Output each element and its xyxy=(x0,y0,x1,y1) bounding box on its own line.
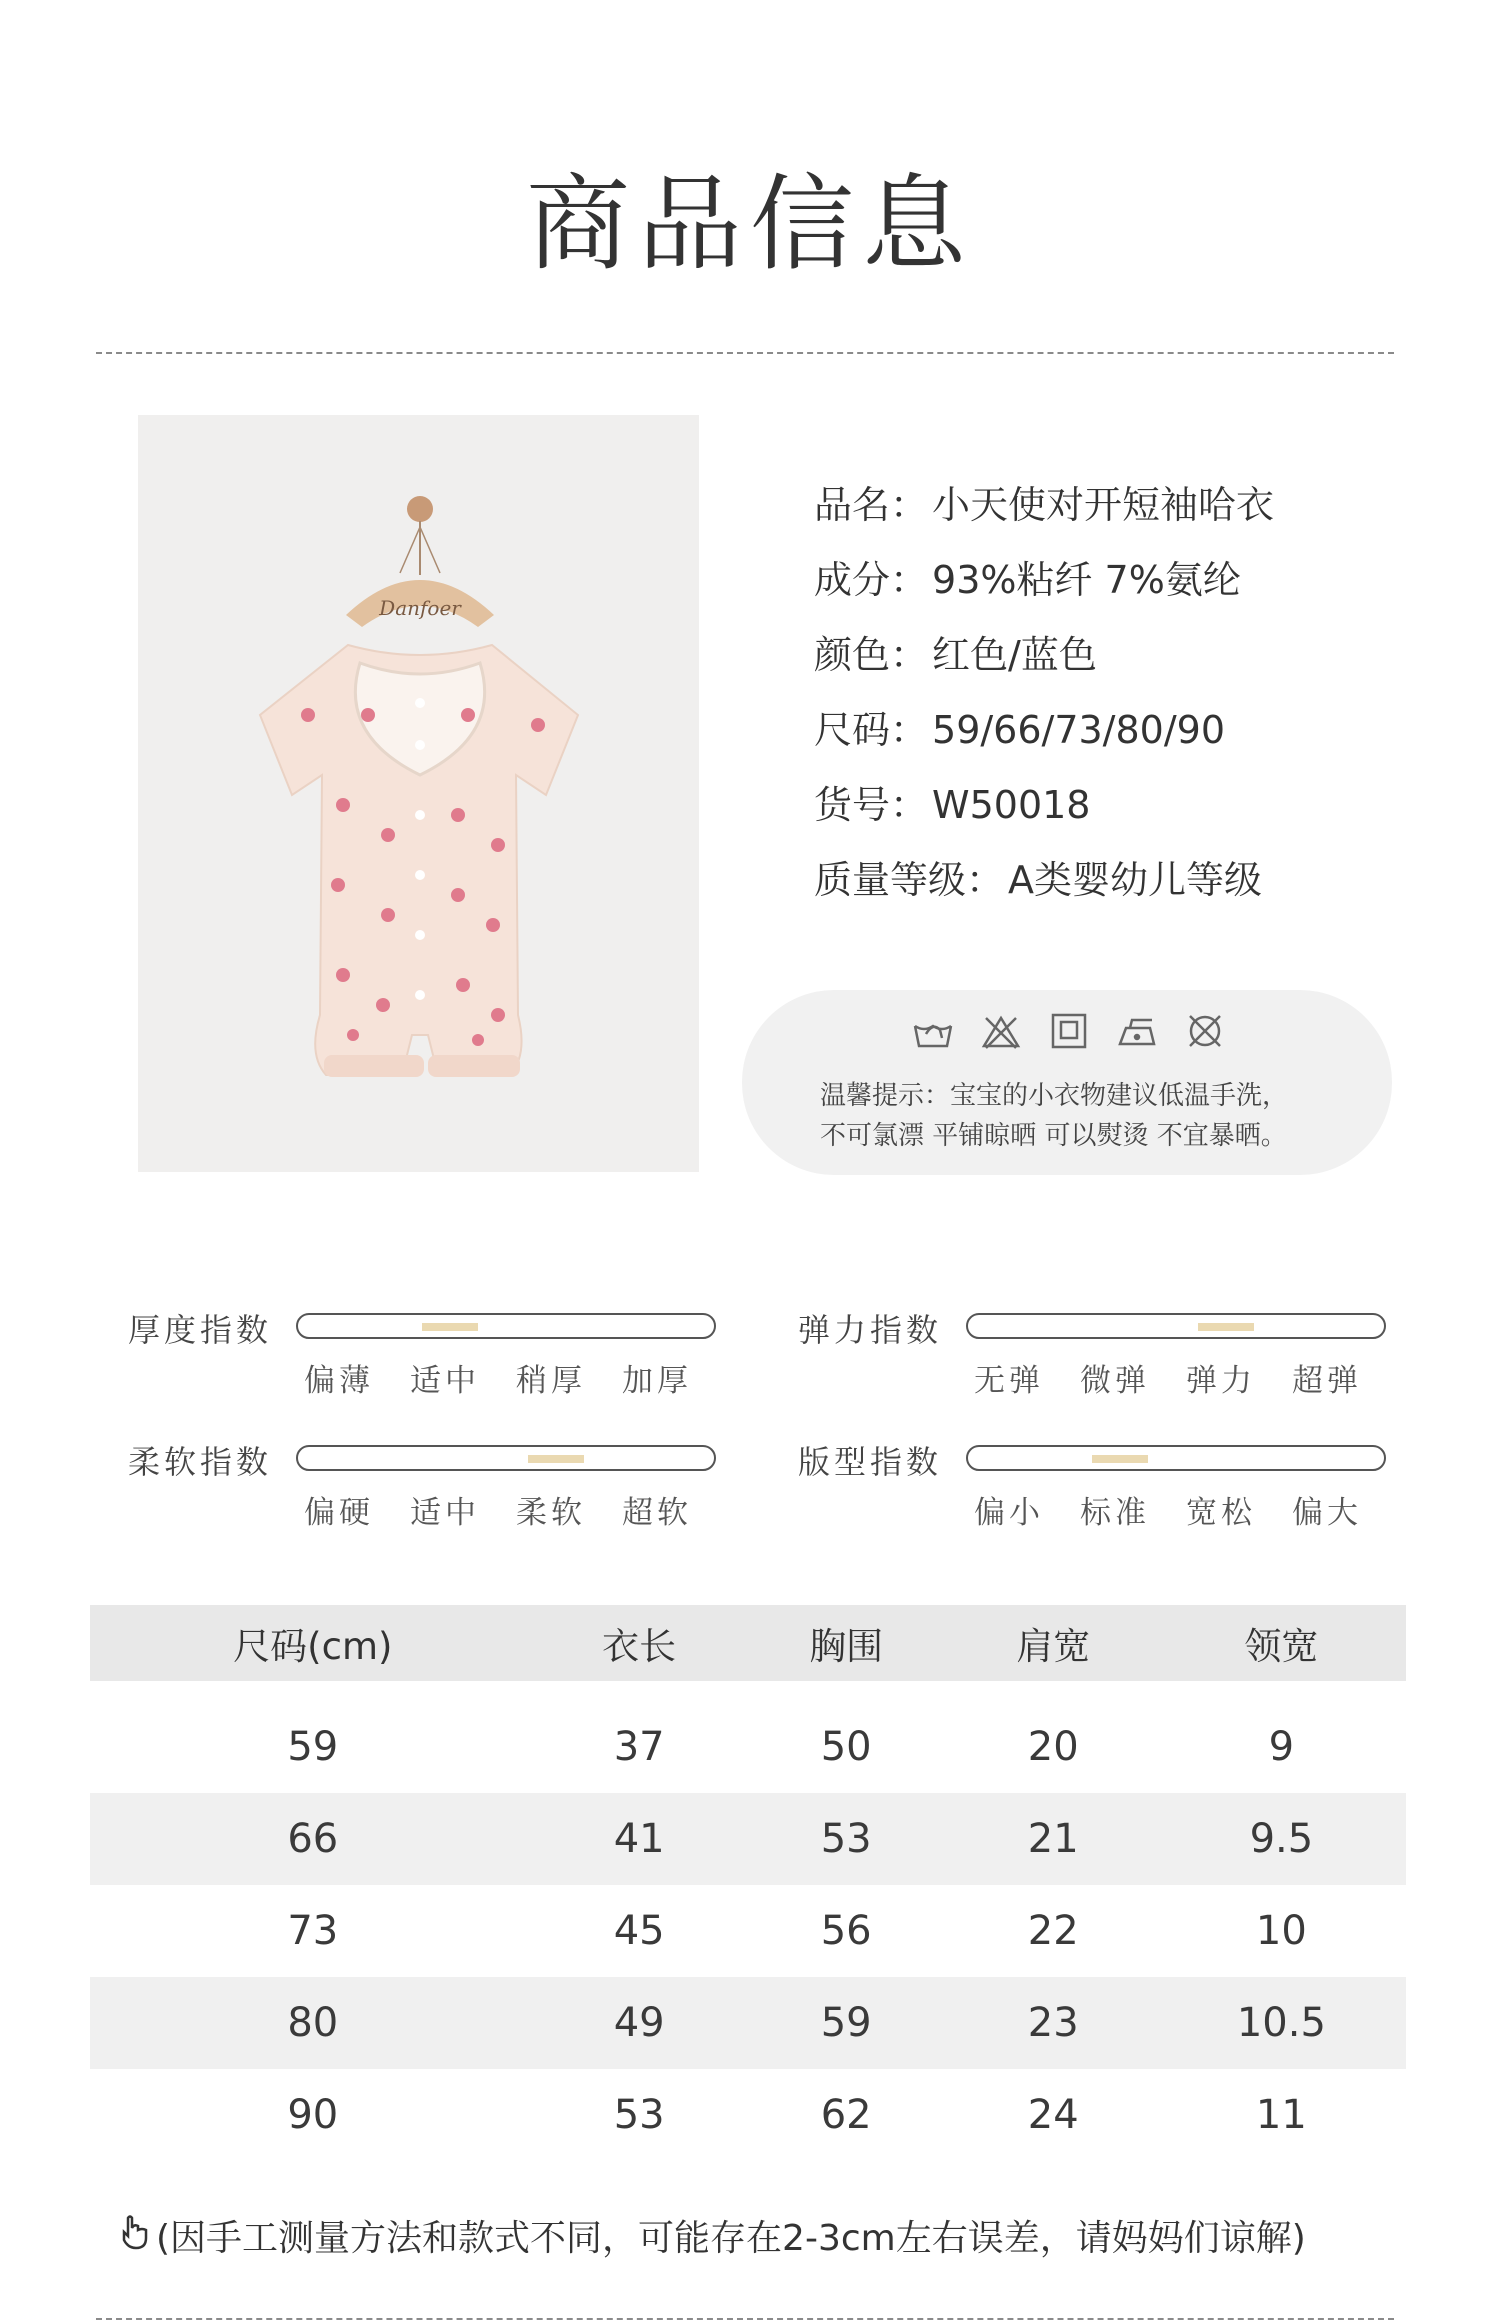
product-image xyxy=(138,415,699,1172)
table-row: 80 49 59 23 10.5 xyxy=(90,1977,1406,2069)
index-option: 偏硬 xyxy=(304,1495,374,1531)
bottom-divider xyxy=(96,2318,1394,2320)
column-header: 胸围 xyxy=(743,1605,950,1681)
pointing-hand-icon xyxy=(120,2214,150,2259)
index-track xyxy=(296,1313,716,1339)
index-option: 超弹 xyxy=(1292,1363,1362,1399)
index-indicator xyxy=(422,1323,478,1331)
index-option: 偏薄 xyxy=(304,1363,374,1399)
iron-icon xyxy=(1116,1010,1158,1052)
product-specs xyxy=(814,482,1274,932)
index-track xyxy=(296,1445,716,1471)
measurement-note xyxy=(120,2210,1306,2261)
index-track xyxy=(966,1445,1386,1471)
no-bleach-icon xyxy=(980,1010,1022,1052)
index-option: 超软 xyxy=(622,1495,692,1531)
table-row: 66 41 53 21 9.5 xyxy=(90,1793,1406,1885)
size-chart-header xyxy=(90,1605,1406,1681)
size-chart xyxy=(90,1605,1406,2161)
index-option: 无弹 xyxy=(974,1363,1044,1399)
table-row: 90 53 62 24 11 xyxy=(287,2092,1307,2138)
index-option: 标准 xyxy=(1080,1495,1150,1531)
care-tip-line-1: 温馨提示：宝宝的小衣物建议低温手洗， xyxy=(820,1081,1289,1111)
spec-size: 尺码： 59/66/73/80/90 xyxy=(814,708,1225,752)
index-label: 弹力指数 xyxy=(798,1311,943,1349)
index-option: 微弹 xyxy=(1080,1363,1150,1399)
spec-color: 颜色： 红色/蓝色 xyxy=(814,633,1097,677)
index-option: 偏大 xyxy=(1292,1495,1362,1531)
care-tip-line-2: 不可氯漂 平铺晾晒 可以熨烫 不宜暴晒。 xyxy=(820,1121,1287,1151)
index-option: 偏小 xyxy=(974,1495,1044,1531)
column-header: 肩宽 xyxy=(950,1605,1157,1681)
index-indicator xyxy=(1092,1455,1148,1463)
no-tumble-dry-icon xyxy=(1184,1010,1226,1052)
hand-wash-icon xyxy=(912,1010,954,1052)
column-header: 尺码(cm) xyxy=(90,1605,536,1681)
index-label: 版型指数 xyxy=(798,1443,943,1481)
table-row: 73 45 56 22 10 xyxy=(287,1908,1307,1954)
spec-item-number: 货号： W50018 xyxy=(814,783,1091,827)
index-option: 弹力 xyxy=(1186,1363,1256,1399)
index-option: 宽松 xyxy=(1186,1495,1256,1531)
index-option: 柔软 xyxy=(516,1495,586,1531)
spec-name: 品名： 小天使对开短袖哈衣 xyxy=(814,483,1275,527)
spec-quality-grade: 质量等级： A类婴幼儿等级 xyxy=(814,858,1263,902)
index-label: 柔软指数 xyxy=(128,1443,273,1481)
hanger-brand: Danfoer xyxy=(379,596,461,620)
index-track xyxy=(966,1313,1386,1339)
table-row: 59 37 50 20 9 xyxy=(287,1724,1295,1770)
care-tips xyxy=(742,990,1392,1175)
index-indicator xyxy=(1198,1323,1254,1331)
index-option: 稍厚 xyxy=(516,1363,586,1399)
index-label: 厚度指数 xyxy=(128,1311,273,1349)
index-option: 适中 xyxy=(410,1495,480,1531)
index-indicator xyxy=(528,1455,584,1463)
index-option: 加厚 xyxy=(622,1363,692,1399)
flat-dry-icon xyxy=(1048,1010,1090,1052)
column-header: 衣长 xyxy=(536,1605,743,1681)
spec-composition: 成分： 93%粘纤 7%氨纶 xyxy=(814,558,1241,602)
index-option: 适中 xyxy=(410,1363,480,1399)
measurement-note-text: (因手工测量方法和款式不同，可能存在2-3cm左右误差，请妈妈们谅解) xyxy=(156,2218,1306,2259)
column-header: 领宽 xyxy=(1157,1605,1406,1681)
page-title: 商品信息 xyxy=(525,163,974,285)
top-divider xyxy=(96,352,1394,354)
